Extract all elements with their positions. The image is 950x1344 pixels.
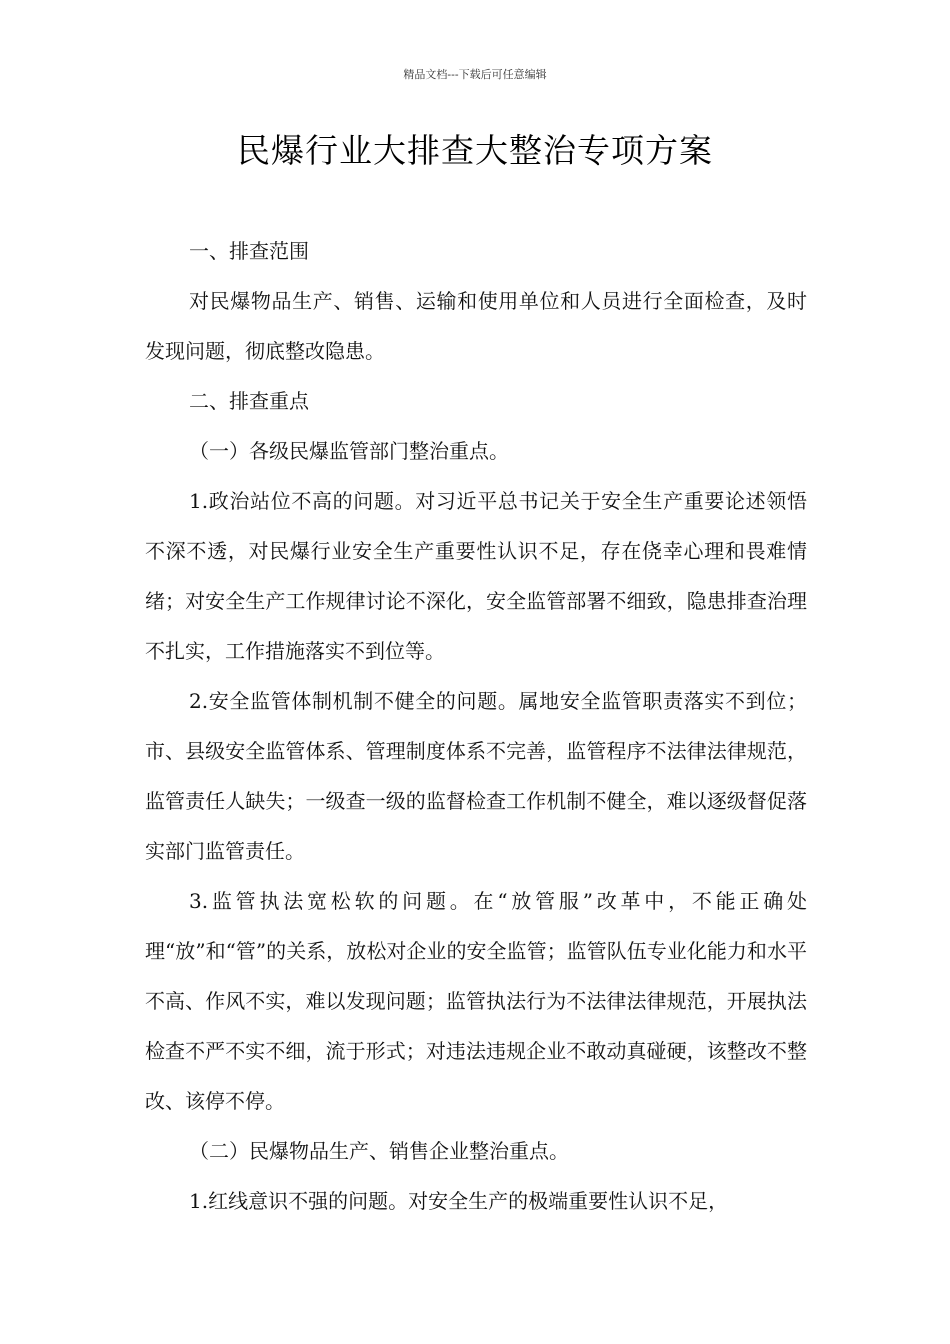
paragraph-enterprise-item-1: 1.红线意识不强的问题。对安全生产的极端重要性认识不足， [189, 1189, 729, 1213]
paragraph-scope-text: 对民爆物品生产、销售、运输和使用单位和人员进行全面检查，及时发现问题，彻底整改隐患。 [145, 289, 807, 363]
subsection-heading-regulators: （一）各级民爆监管部门整治重点。 [189, 439, 509, 463]
paragraph-item-3: 3.监管执法宽松软的问题。在“放管服”改革中，不能正确处理“放”和“管”的关系，放松对企业的安全监管；监管队伍专业化能力和水平不高、作风不实，难以发现问题；监管执法行为不法律法律规范，开展执法检查不严不实不细，流于形式；对违法违规企业不敢动真碰硬，该整改不整改、该停不停。 [145, 889, 807, 1113]
section-heading-scope: 一、排查范围 [189, 239, 309, 263]
paragraph-item-2: 2.安全监管体制机制不健全的问题。属地安全监管职责落实不到位；市、县级安全监管体系、管理制度体系不完善，监管程序不法律法律规范，监管责任人缺失；一级查一级的监督检查工作机制不健全，难以逐级督促落实部门监管责任。 [145, 689, 807, 863]
document-title: 民爆行业大排查大整治专项方案 [237, 131, 713, 170]
paragraph-item-1: 1.政治站位不高的问题。对习近平总书记关于安全生产重要论述领悟不深不透，对民爆行业安全生产重要性认识不足，存在侥幸心理和畏难情绪；对安全生产工作规律讨论不深化，安全监管部署不细致，隐患排查治理不扎实，工作措施落实不到位等。 [145, 489, 807, 663]
subsection-heading-enterprises: （二）民爆物品生产、销售企业整治重点。 [189, 1139, 569, 1163]
section-heading-focus: 二、排查重点 [189, 389, 309, 413]
page-header-watermark: 精品文档---下载后可任意编辑 [403, 68, 547, 81]
document-body [145, 226, 807, 1226]
